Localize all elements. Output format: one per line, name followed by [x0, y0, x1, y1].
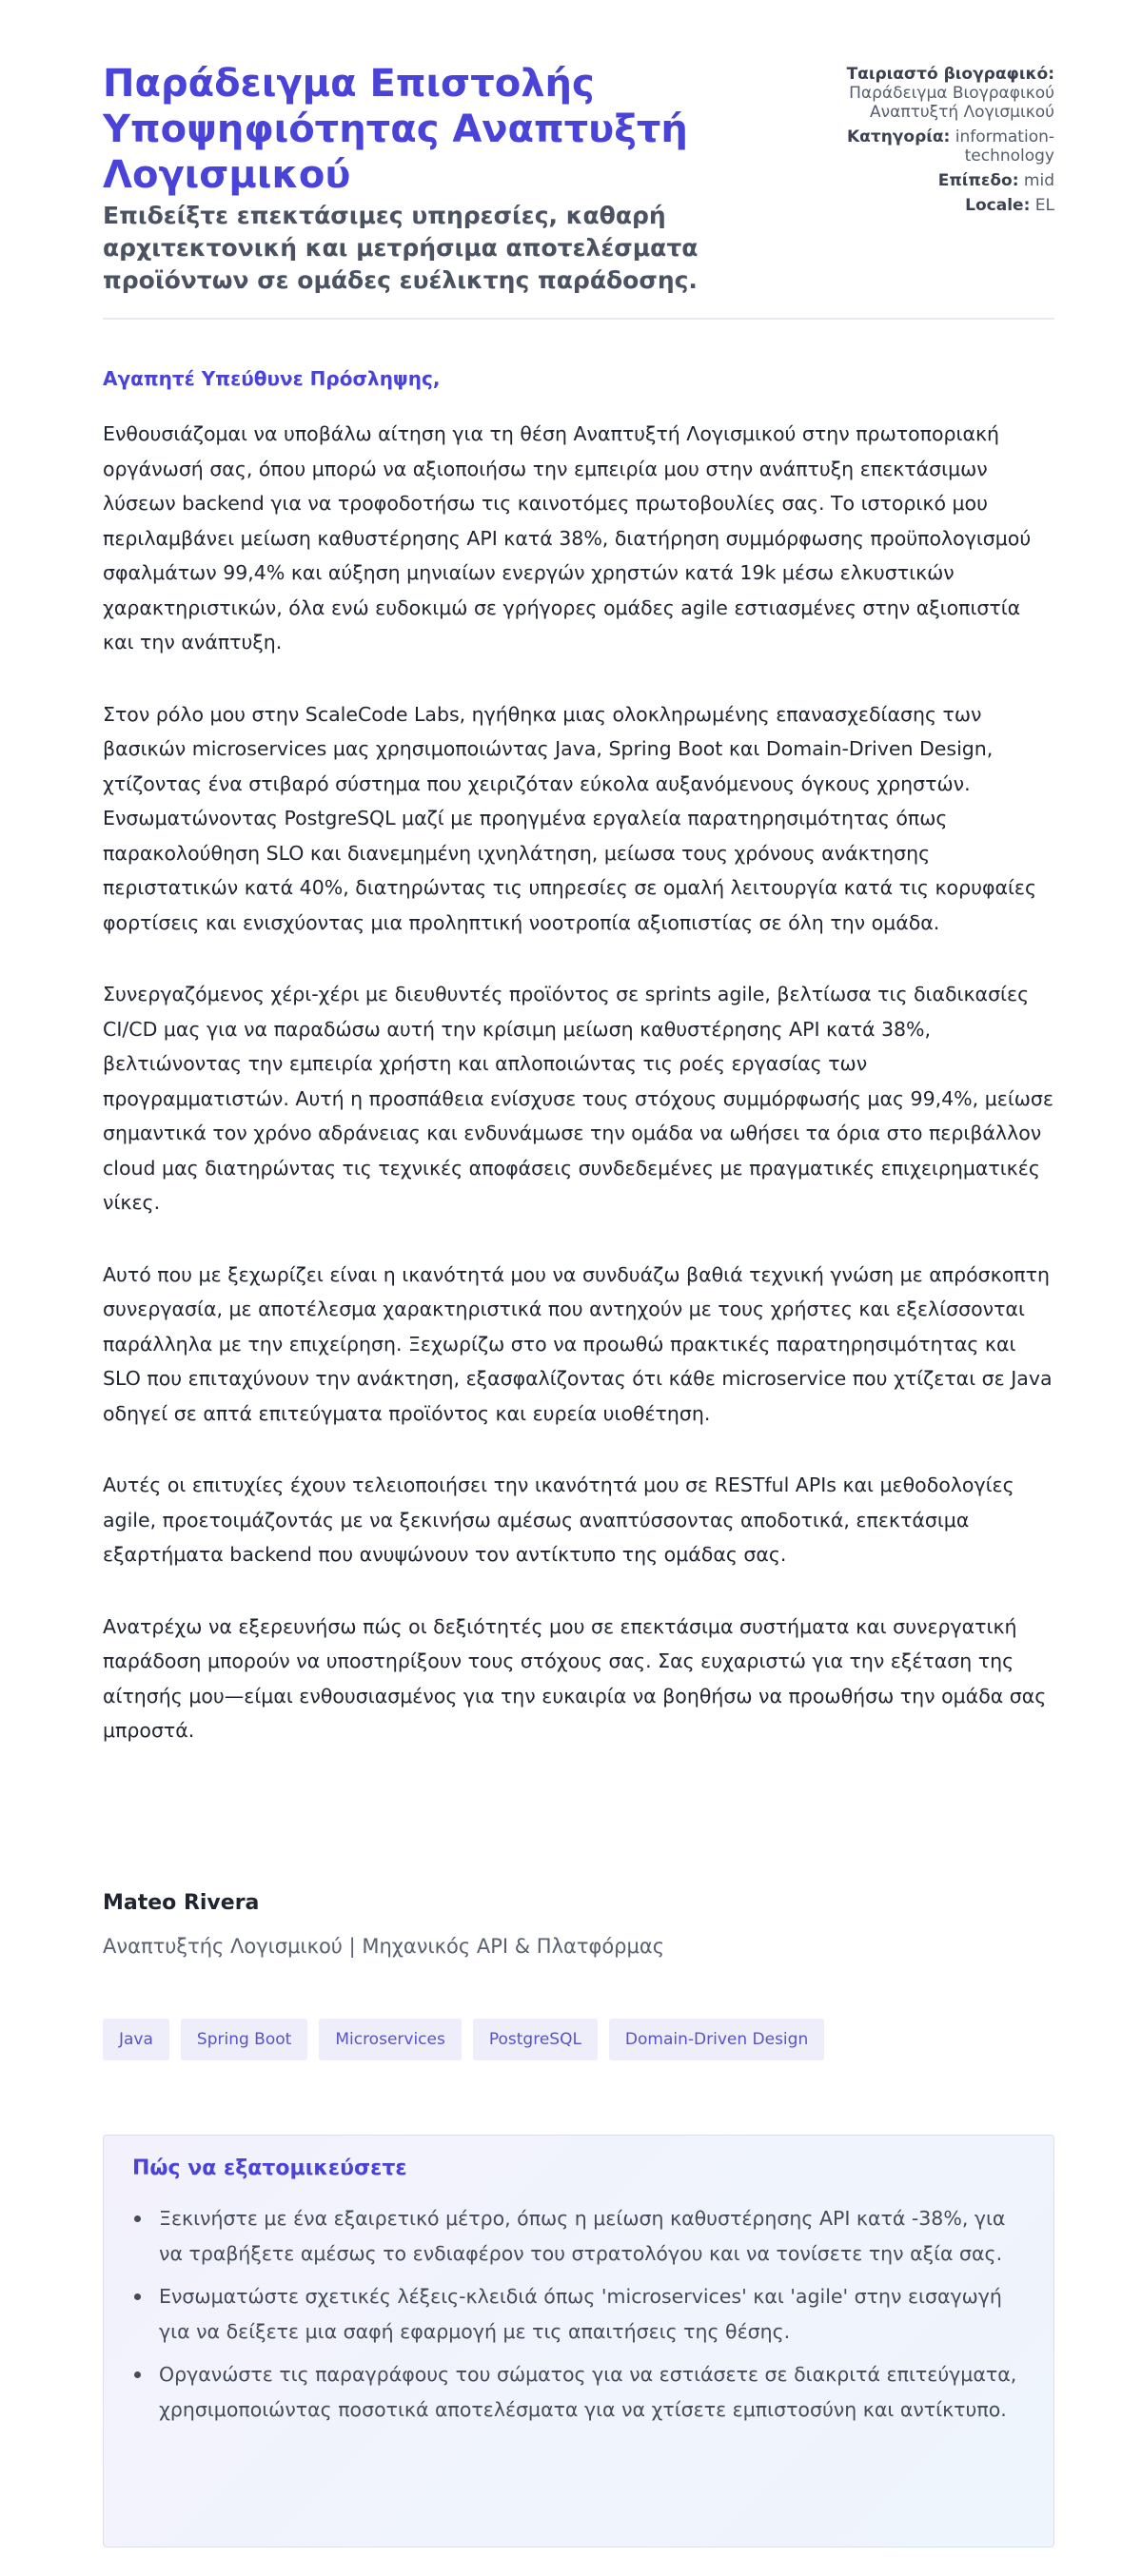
meta-locale [817, 196, 1054, 215]
meta-value: information-technology [955, 127, 1054, 166]
meta-panel [817, 65, 1054, 221]
letter-paragraph: Ανατρέχω να εξερευνήσω πώς οι δεξιότητές μου σε επεκτάσιμα συστήματα και συνεργατική παράδοση μπορούν να υποστηρίξουν τους στόχους σας. Σας ευχαριστώ για την εξέταση της αίτησής μου—είμαι ενθουσιασμένος για την ευκαιρία να βοηθήσω να προωθήσω την ομάδα σας μπροστά. [103, 1614, 1047, 1742]
meta-level [817, 171, 1054, 190]
letter-paragraph: Αυτές οι επιτυχίες έχουν τελειοποιήσει την ικανότητά μου σε RESTful APIs και μεθοδολογίες agile, προετοιμάζοντάς με να ξεκινήσω αμέσως αναπτύσσοντας αποδοτικά, επεκτάσιμα εξαρτήματα backend που ανυψώνουν τον αντίκτυπο της ομάδας σας. [103, 1473, 1014, 1566]
letter-paragraph: Στον ρόλο μου στην ScaleCode Labs, ηγήθηκα μιας ολοκληρωμένης επανασχεδίασης των βασικών microservices μας χρησιμοποιώντας Java, Spring Boot και Domain-Driven Design, χτίζοντας ένα στιβαρό σύστημα που χειριζόταν εύκολα αυξανόμενους όγκους χρηστών. Ενσωματώνοντας PostgreSQL μαζί με προηγμένα εργαλεία παρατηρησιμότητας όπως παρακολούθηση SLO και διανεμημένη ιχνηλάτηση, μείωσα τους χρόνους ανάκτησης περιστατικών κατά 40%, διατηρώντας τις υπηρεσίες σε ομαλή λειτουργία κατά τις κορυφαίες φορτίσεις και ενισχύοντας μια προληπτική νοοτροπία αξιοπιστίας σε όλη την ομάδα. [103, 702, 1037, 934]
skill-tags [103, 2019, 824, 2060]
skill-tag: Spring Boot [181, 2019, 307, 2060]
meta-key: Locale: [965, 196, 1031, 215]
meta-key: Ταιριαστό βιογραφικό: [846, 65, 1054, 84]
tips-title: Πώς να εξατομικεύσετε [132, 2156, 407, 2180]
list-item: Οργανώστε τις παραγράφους του σώματος για να εστιάσετε σε διακριτά επιτεύγματα, χρησιμοποιώντας ποσοτικά αποτελέσματα για να χτίσετε εμπιστοσύνη και αντίκτυπο. [132, 2357, 1025, 2427]
page-title: Παράδειγμα Επιστολής Υποψηφιότητας Αναπτυξτή Λογισμικού [103, 62, 688, 197]
skill-tag: PostgreSQL [473, 2019, 598, 2060]
letter-body [103, 417, 1054, 1786]
list-item: Ενσωματώστε σχετικές λέξεις-κλειδιά όπως 'microservices' και 'agile' στην εισαγωγή για να δείξετε μια σαφή εφαρμογή με τις απαιτήσεις της θέσης. [132, 2279, 1025, 2349]
skill-tag: Java [103, 2019, 169, 2060]
meta-matching-resume [817, 65, 1054, 122]
meta-category [817, 127, 1054, 166]
skill-tag: Domain-Driven Design [609, 2019, 824, 2060]
tips-list [132, 2201, 1025, 2427]
meta-key: Επίπεδο: [937, 171, 1019, 190]
signature-role: Αναπτυξτής Λογισμικού | Μηχανικός API & Πλατφόρμας [103, 1935, 665, 1958]
page-subtitle: Επιδείξτε επεκτάσιμες υπηρεσίες, καθαρή αρχιτεκτονική και μετρήσιμα αποτελέσματα προϊόντων σε ομάδες ευέλικτης παράδοσης. [103, 202, 699, 294]
letter-paragraph: Ενθουσιάζομαι να υποβάλω αίτηση για τη θέση Αναπτυξτή Λογισμικού στην πρωτοποριακή οργάνωσή σας, όπου μπορώ να αξιοποιήσω την εμπειρία μου στην ανάπτυξη επεκτάσιμων λύσεων backend για να τροφοδοτήσω τις καινοτόμες πρωτοβουλίες σας. Το ιστορικό μου περιλαμβάνει μείωση καθυστέρησης API κατά 38%, διατήρηση συμμόρφωσης προϋπολογισμού σφαλμάτων 99,4% και αύξηση μηνιαίων ενεργών χρηστών κατά 19k μέσω ελκυστικών χαρακτηριστικών, όλα ενώ ευδοκιμώ σε γρήγορες ομάδες agile εστιασμένες στην αξιοπιστία και την ανάπτυξη. [103, 422, 1032, 654]
letter-paragraph: Αυτό που με ξεχωρίζει είναι η ικανότητά μου να συνδυάζω βαθιά τεχνική γνώση με απρόσκοπτη συνεργασία, με αποτέλεσμα χαρακτηριστικά που αντηχούν με τους χρήστες και εξελίσσονται παράλληλα με την επιχείρηση. Ξεχωρίζω στο να προωθώ πρακτικές παρατηρησιμότητας και SLO που επιταχύνουν την ανάκτηση, εξασφαλίζοντας ότι κάθε microservice που χτίζεται σε Java οδηγεί σε απτά επιτεύγματα προϊόντος και ευρεία υιοθέτηση. [103, 1262, 1053, 1425]
letter-greeting: Αγαπητέ Υπεύθυνε Πρόσληψης, [103, 367, 441, 390]
cover-letter-page [103, 0, 1054, 2421]
meta-key: Κατηγορία: [847, 127, 951, 146]
customization-tips-box [103, 2135, 1054, 2547]
list-item: Ξεκινήστε με ένα εξαιρετικό μέτρο, όπως η μείωση καθυστέρησης API κατά -38%, για να τραβήξετε αμέσως το ενδιαφέρον του στρατολόγου και να τονίσετε την αξία σας. [132, 2201, 1025, 2271]
signature-name: Mateo Rivera [103, 1891, 260, 1915]
letter-header [103, 0, 1054, 320]
letter-paragraph: Συνεργαζόμενος χέρι-χέρι με διευθυντές προϊόντος σε sprints agile, βελτίωσα τις διαδικασίες CI/CD μας για να παραδώσω αυτή την κρίσιμη μείωση καθυστέρησης API κατά 38%, βελτιώνοντας την εμπειρία χρήστη και απλοποιώντας τις ροές εργασίας των προγραμματιστών. Αυτή η προσπάθεια ενίσχυσε τους στόχους συμμόρφωσής μας 99,4%, μείωσε σημαντικά τον χρόνο αδράνειας και ενδυνάμωσε την ομάδα να ωθήσει τα όρια στο περιβάλλον cloud μας διατηρώντας τις τεχνικές αποφάσεις συνδεδεμένες με πραγματικές επιχειρηματικές νίκες. [103, 983, 1053, 1214]
meta-value: Παράδειγμα Βιογραφικού Αναπτυξτή Λογισμικού [849, 84, 1054, 122]
meta-value: mid [1023, 171, 1054, 190]
meta-value: EL [1034, 196, 1054, 215]
skill-tag: Microservices [319, 2019, 462, 2060]
